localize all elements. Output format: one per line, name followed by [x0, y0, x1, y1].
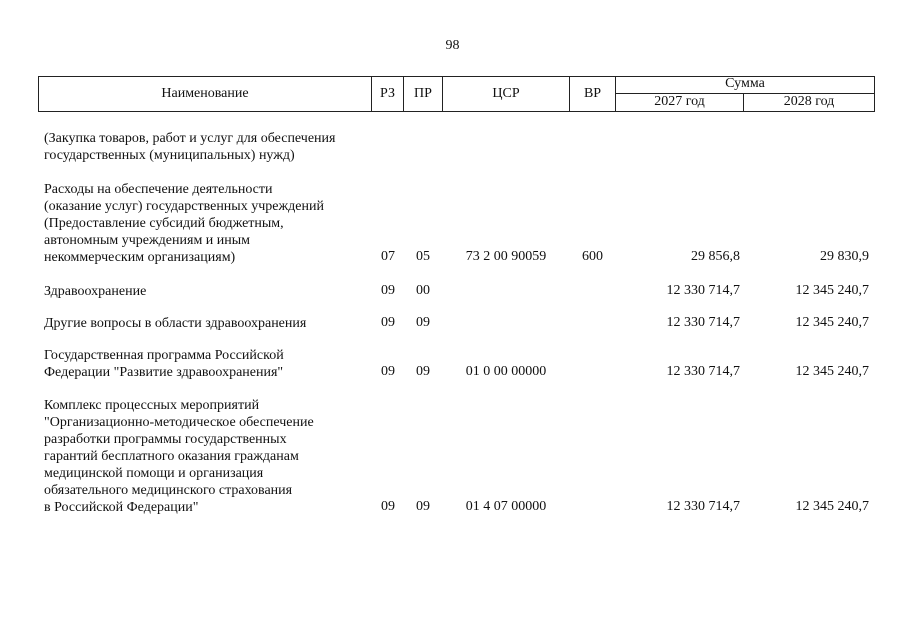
row-name-line: медицинской помощи и организация: [44, 466, 264, 481]
row-pr: 09: [416, 315, 430, 330]
row-name-line: обязательного медицинского страхования: [44, 483, 293, 498]
row-sum-2027: 12 330 714,7: [666, 315, 740, 330]
row-pr: 09: [416, 364, 430, 379]
row-rz: 09: [381, 364, 395, 379]
row-name-line: (Закупка товаров, работ и услуг для обеспечения: [44, 131, 336, 146]
row-rz: 09: [381, 499, 395, 514]
row-name-line: некоммерческим организациям): [44, 250, 236, 265]
header-bottom-border: [38, 111, 875, 112]
row-name: [44, 283, 374, 300]
row-sum-2028: 12 345 240,7: [795, 364, 869, 379]
row-name-line: (Предоставление субсидий бюджетным,: [44, 216, 284, 231]
row-name-line: гарантий бесплатного оказания гражданам: [44, 449, 299, 464]
header-csr: ЦСР: [492, 86, 520, 101]
row-pr: 09: [416, 499, 430, 514]
row-name-line: Государственная программа Российской: [44, 348, 284, 363]
row-sum-2028: 12 345 240,7: [795, 283, 869, 298]
row-name: [44, 397, 374, 516]
header-year-2028: 2028 год: [783, 94, 835, 109]
row-name-line: разработки программы государственных: [44, 432, 287, 447]
row-pr: 05: [416, 249, 430, 264]
row-sum-2028: 12 345 240,7: [795, 315, 869, 330]
row-name: [44, 347, 374, 381]
row-rz: 09: [381, 283, 395, 298]
row-name-line: Федерации "Развитие здравоохранения": [44, 365, 284, 380]
row-sum-2027: 12 330 714,7: [666, 283, 740, 298]
header-rz: РЗ: [380, 86, 395, 101]
header-sum: Сумма: [725, 76, 765, 91]
row-name-line: автономным учреждениям и иным: [44, 233, 251, 248]
row-rz: 09: [381, 315, 395, 330]
row-sum-2027: 29 856,8: [691, 249, 740, 264]
header-border-right: [874, 76, 875, 112]
row-name: [44, 181, 374, 266]
row-name-line: Другие вопросы в области здравоохранения: [44, 316, 307, 331]
row-rz: 07: [381, 249, 395, 264]
row-name-line: Комплекс процессных мероприятий: [44, 398, 260, 413]
row-csr: 73 2 00 90059: [465, 249, 547, 264]
row-sum-2028: 29 830,9: [820, 249, 869, 264]
row-name-line: государственных (муниципальных) нужд): [44, 148, 295, 163]
row-sum-2027: 12 330 714,7: [666, 364, 740, 379]
header-name: Наименование: [161, 86, 249, 101]
row-name-line: (оказание услуг) государственных учреждений: [44, 199, 324, 214]
row-sum-2028: 12 345 240,7: [795, 499, 869, 514]
row-name-line: в Российской Федерации": [44, 500, 199, 515]
row-pr: 00: [416, 283, 430, 298]
row-name-line: Здравоохранение: [44, 284, 147, 299]
row-name-line: Расходы на обеспечение деятельности: [44, 182, 273, 197]
row-csr: 01 0 00 00000: [465, 364, 547, 379]
header-vr: ВР: [583, 86, 602, 101]
header-year-2027: 2027 год: [654, 94, 705, 109]
row-sum-2027: 12 330 714,7: [666, 499, 740, 514]
page-number: 98: [445, 38, 460, 53]
row-name: [44, 315, 374, 332]
row-vr: 600: [582, 249, 603, 264]
header-pr: ПР: [414, 86, 432, 101]
row-name-line: "Организационно-методическое обеспечение: [44, 415, 314, 430]
row-csr: 01 4 07 00000: [465, 499, 547, 514]
row-name: [44, 130, 374, 164]
